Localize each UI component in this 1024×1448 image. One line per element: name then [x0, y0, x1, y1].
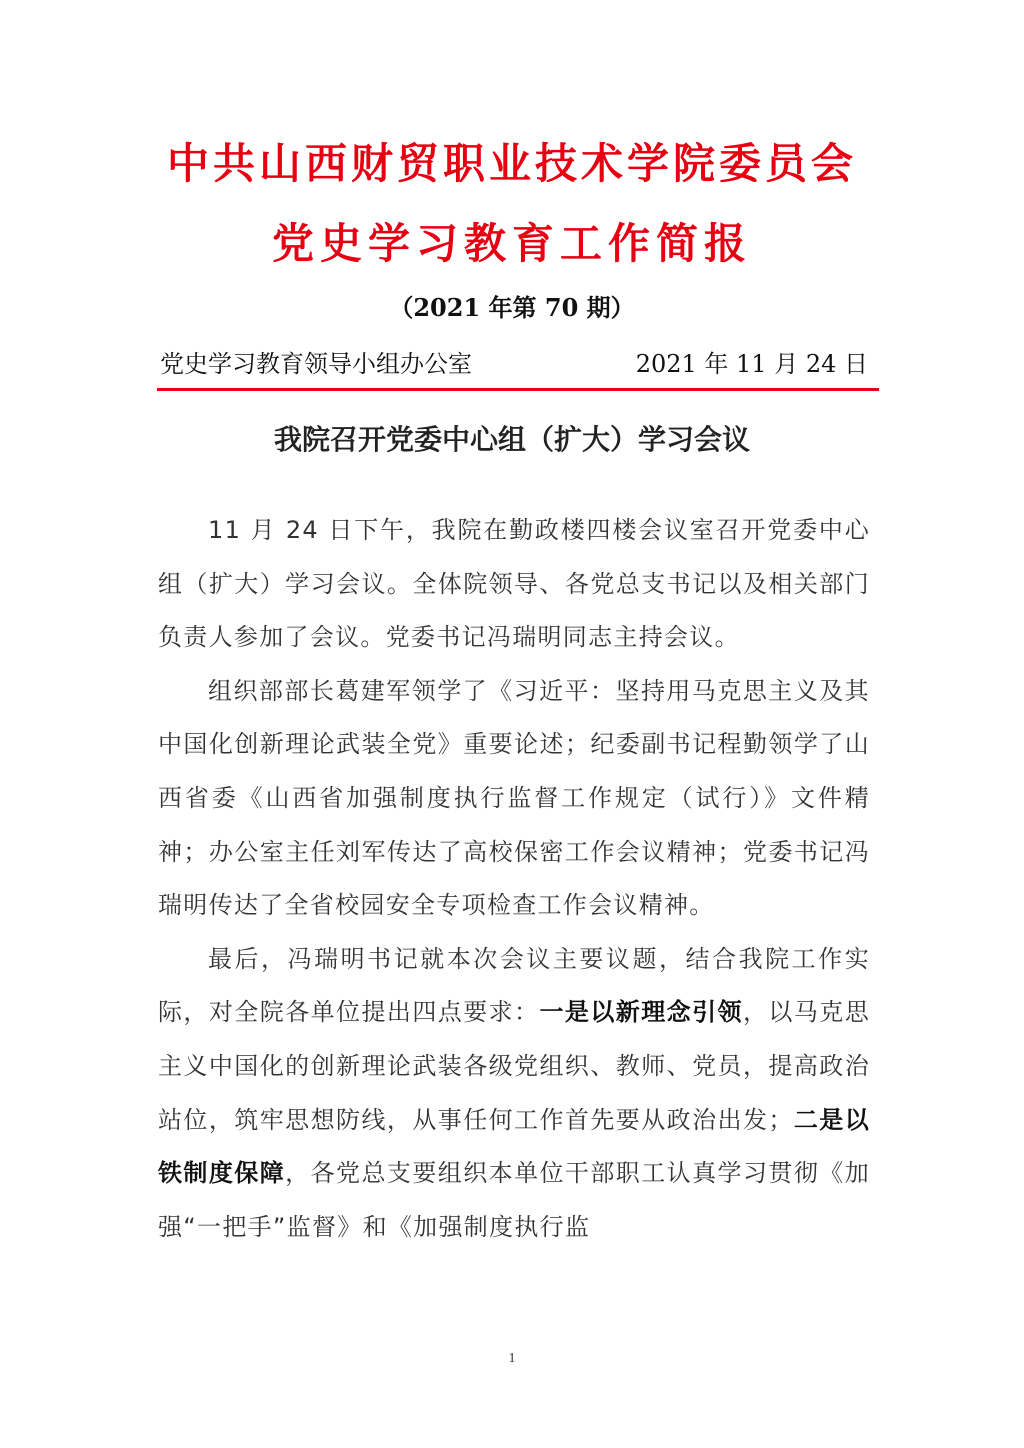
paragraph-3-text-c: ，以马克思主义中国化的创新理论武装各级党组织、教师、党员，提高政治站位，筑牢思想防线，从事任何工作首先要从政治出发； [158, 998, 871, 1134]
masthead-title-line1: 中共山西财贸职业技术学院委员会 [166, 139, 857, 188]
paragraph-1: 11 月 24 日下午，我院在勤政楼四楼会议室召开党委中心组（扩大）学习会议。全体院领导、各党总支书记以及相关部门负责人参加了会议。党委书记冯瑞明同志主持会议。 [158, 516, 870, 652]
paragraph-3 [158, 933, 870, 1255]
paragraph-3-text-e: ，各党总支要组织本单位干部职工认真学习贯彻《加强“一把手”监督》和《加强制度执行监 [158, 1159, 870, 1241]
issue-number: （2021 年第 70 期） [389, 293, 635, 322]
paragraph-3-text-a: 最后，冯瑞明书记就本次会议主要议题，结合我院工作实际，对全院各单位提出四点要求： [158, 944, 870, 1027]
article-title: 我院召开党委中心组（扩大）学习会议 [273, 423, 750, 456]
page-number: 1 [508, 1351, 516, 1366]
article-body [158, 504, 870, 1254]
masthead-title-line2: 党史学习教育工作简报 [271, 219, 752, 268]
issue-date: 2021 年 11 月 24 日 [635, 350, 868, 378]
paragraph-3-emphasis-1: 一是以新理念引领 [539, 998, 743, 1027]
issuing-office: 党史学习教育领导小组办公室 [160, 350, 472, 378]
paragraph-2: 组织部部长葛建军领学了《习近平：坚持用马克思主义及其中国化创新理论武装全党》重要论述；纪委副书记程勤领学了山西省委《山西省加强制度执行监督工作规定（试行）》文件精神；办公室主任刘军传达了高校保密工作会议精神；党委书记冯瑞明传达了全省校园安全专项检查工作会议精神。 [158, 676, 870, 920]
red-divider-line [157, 388, 879, 391]
paragraph-3-emphasis-2: 二是以铁制度保障 [158, 1105, 871, 1188]
